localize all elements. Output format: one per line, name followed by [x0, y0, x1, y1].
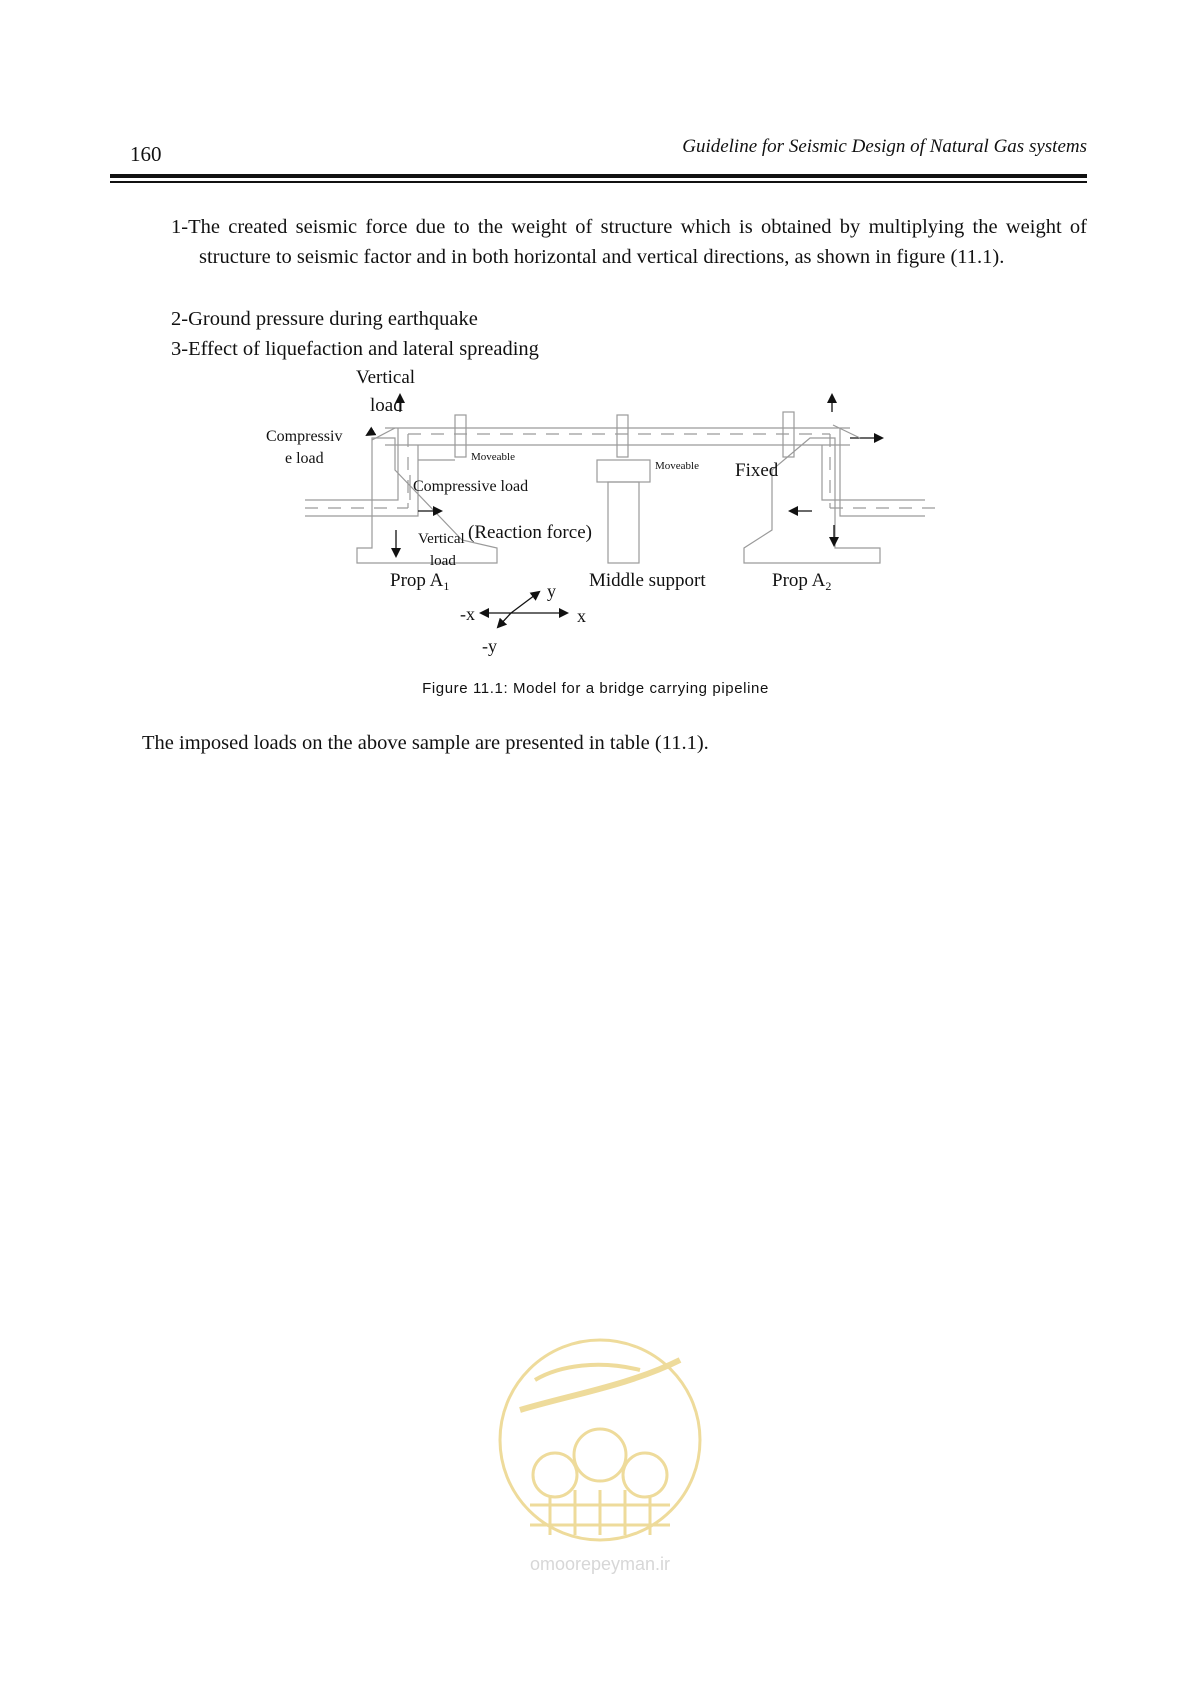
label-vertical-load-top-2: load — [370, 395, 403, 416]
running-title: Guideline for Seismic Design of Natural Gas systems — [682, 136, 1087, 157]
label-fixed: Fixed — [735, 460, 779, 481]
axis-label-neg-x: -x — [460, 604, 475, 624]
list-item-3: 3-Effect of liquefaction and lateral spreading — [171, 338, 539, 360]
label-middle-support: Middle support — [589, 570, 706, 591]
support-left — [455, 415, 466, 457]
label-prop-a1: Prop $A_1$ — [390, 570, 450, 593]
label-compressive-load-inner: Compressive load — [413, 478, 529, 495]
page-number: 160 — [130, 142, 162, 166]
middle-support-cap — [597, 460, 650, 482]
label-vertical-load-bottom-1: Vertical — [418, 531, 465, 547]
axis-label-y: y — [547, 581, 556, 601]
list-item-1: 1-The created seismic force due to the weight of structure which is obtained by multiplying the weight of structure to seismic factor and in both horizontal and vertical directions, as shown in figure (11.1). — [171, 216, 1087, 268]
label-prop-a2: Prop $A_2$ — [772, 570, 832, 593]
label-moveable-2: Moveable — [655, 460, 699, 472]
axis-label-x: x — [577, 606, 586, 626]
figure-caption: Figure 11.1: Model for a bridge carrying pipeline — [422, 680, 769, 697]
bridge-pipeline-figure — [0, 0, 1191, 700]
label-compressive-load-left-1: Compressiv — [266, 428, 343, 445]
list-item-2: 2-Ground pressure during earthquake — [171, 308, 478, 330]
label-reaction-force: (Reaction force) — [468, 522, 592, 543]
watermark-logo — [480, 1330, 720, 1590]
label-moveable-1: Moveable — [471, 451, 515, 463]
watermark-site: omoorepeyman.ir — [529, 1554, 671, 1574]
label-vertical-load-bottom-2: load — [430, 553, 456, 569]
axis-label-neg-y: -y — [482, 636, 497, 656]
middle-support-pier — [608, 482, 639, 563]
label-vertical-load-top-1: Vertical — [356, 367, 416, 388]
closing-paragraph: The imposed loads on the above sample are presented in table (11.1). — [142, 732, 709, 754]
label-compressive-load-left-2: e load — [285, 450, 324, 467]
support-middle — [617, 415, 628, 457]
